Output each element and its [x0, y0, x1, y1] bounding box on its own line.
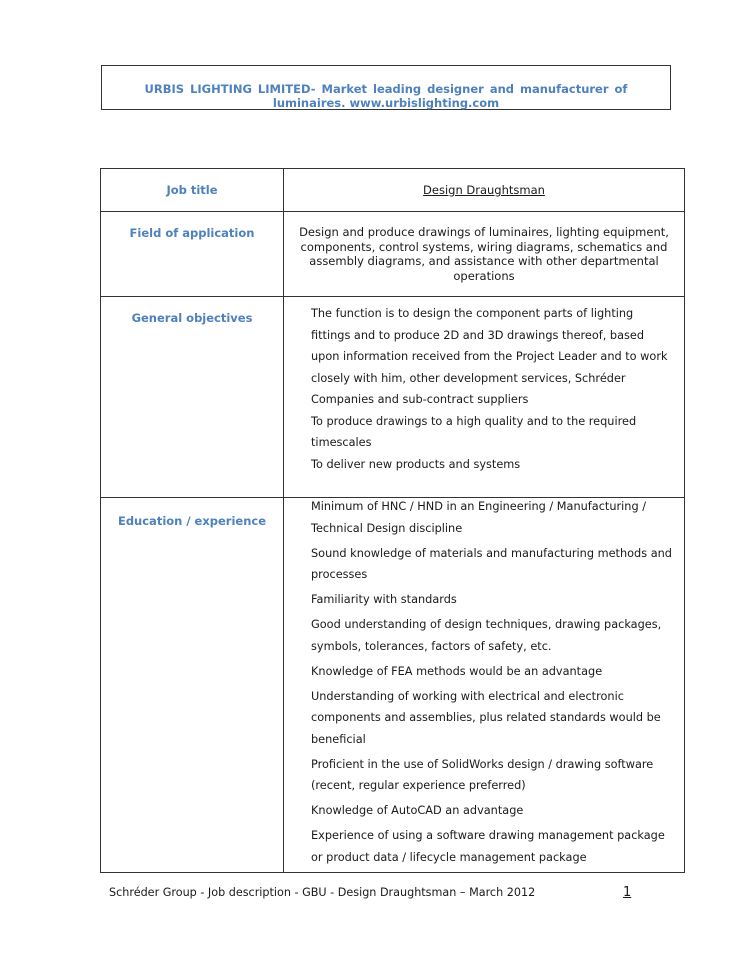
job-title-value: Design Draughtsman: [423, 183, 545, 197]
education-item: Proficient in the use of SolidWorks design / drawing software (recent, regular experience preferred): [311, 757, 654, 792]
general-objectives-label: General objectives: [101, 297, 284, 498]
education-item: Good understanding of design techniques, drawing packages, symbols, tolerances, factors of safety, etc.: [311, 618, 662, 653]
page-footer: Schréder Group - Job description - GBU - Design Draughtsman – March 2012: [109, 886, 536, 899]
objective-item: The function is to design the component parts of lighting fittings and to produce 2D and 3D drawings thereof, based upon information received from the Project Leader and to work closely with him, other development services, Schréder Companies and sub-contract suppliers: [311, 307, 668, 406]
education-item: Familiarity with standards: [311, 593, 457, 606]
general-objectives-list: [284, 297, 685, 498]
objective-item: To deliver new products and systems: [311, 457, 521, 471]
education-item: Minimum of HNC / HND in an Engineering / Manufacturing / Technical Design discipline: [311, 500, 647, 535]
objective-item: To produce drawings to a high quality and to the required timescales: [311, 414, 637, 449]
education-item: Knowledge of FEA methods would be an advantage: [311, 664, 603, 678]
row-general-objectives: [101, 297, 685, 498]
row-job-title: [101, 169, 685, 212]
education-list: [284, 498, 685, 873]
education-item: Understanding of working with electrical and electronic components and assemblies, plus related standards would be beneficial: [311, 689, 661, 746]
job-title-cell: [284, 169, 685, 212]
company-header: [101, 65, 671, 110]
row-education-experience: [101, 498, 685, 873]
row-field-of-application: [101, 212, 685, 297]
header-line-2: luminaires. www.urbislighting.com: [272, 96, 500, 110]
job-description-table: [100, 168, 685, 873]
header-line-1: URBIS LIGHTING LIMITED- Market leading designer and manufacturer of: [144, 82, 628, 96]
page-number: 1: [623, 885, 632, 900]
field-value: Design and produce drawings of luminaires, lighting equipment, components, control systems, wiring diagrams, schematics and assembly diagrams, and assistance with other departmental operations: [284, 212, 685, 297]
education-item: Knowledge of AutoCAD an advantage: [311, 804, 524, 817]
job-title-label: Job title: [101, 169, 284, 212]
education-item: Sound knowledge of materials and manufacturing methods and processes: [311, 546, 672, 581]
education-item: Experience of using a software drawing management package or product data / lifecycle management package: [311, 829, 665, 864]
field-label: Field of application: [101, 212, 284, 297]
education-label: Education / experience: [101, 498, 284, 873]
